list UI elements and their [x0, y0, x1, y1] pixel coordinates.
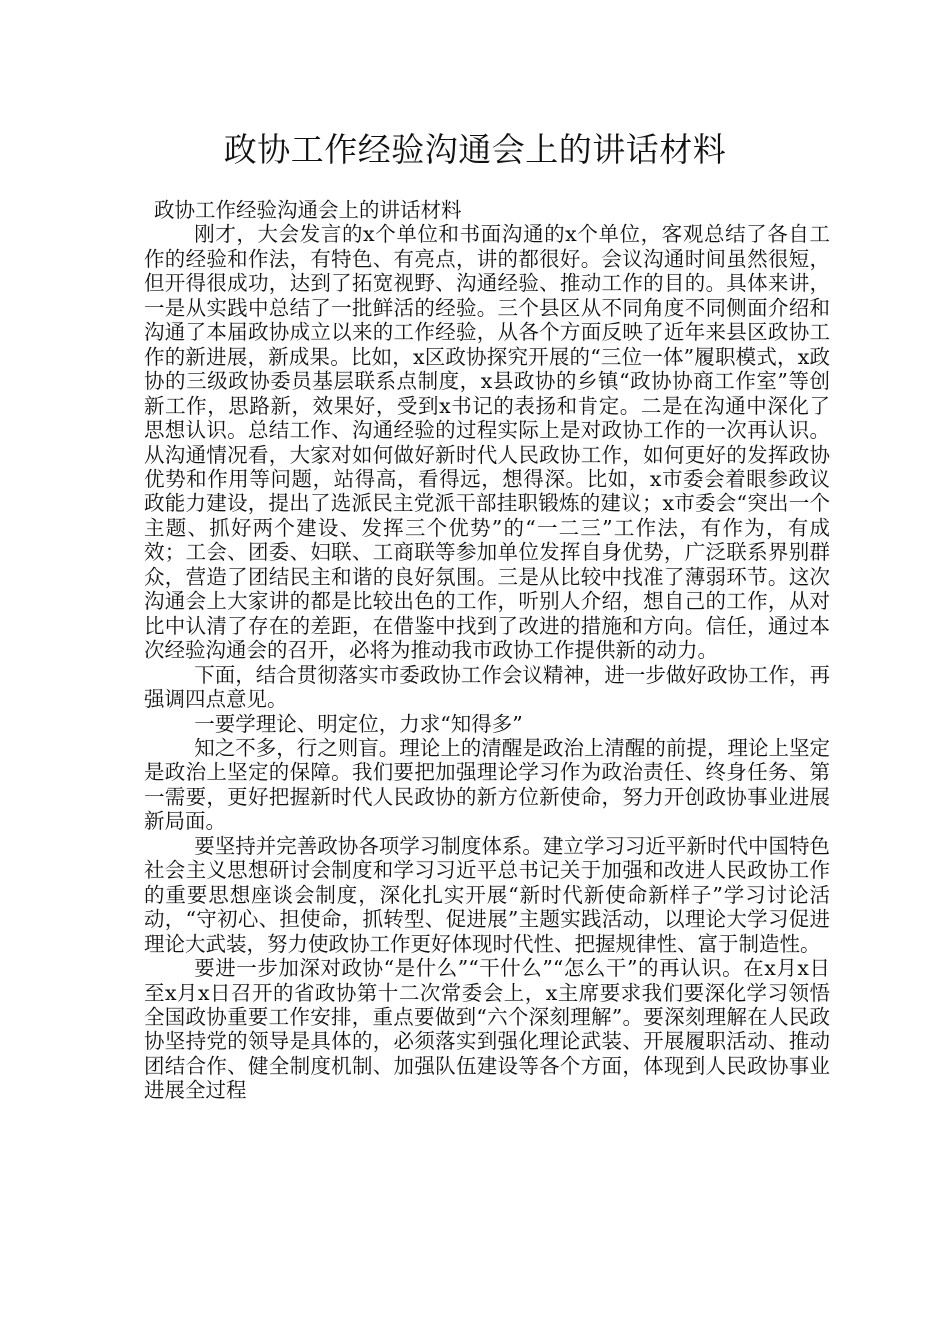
document-subtitle: 政协工作经验沟通会上的讲话材料 [154, 198, 462, 222]
paragraph-study-system: 要坚持并完善政协各项学习制度体系。建立学习习近平新时代中国特色社会主义思想研讨会制度和学习习近平总书记关于加强和改进人民政协工作的重要思想座谈会制度，深化扎实开展“新时代新使命新样子”学习讨论活动，“守初心、担使命，抓转型、促进展”主题实践活动，以理论大学习促进理论大武装，努力使政协工作更好体现时代性、把握规律性、富于制造性。 [144, 833, 830, 956]
paragraph-deeper-understanding: 要进一步加深对政协“是什么”“干什么”“怎么干”的再认识。在x月x日至x月x日召开的省政协第十二次常委会上，x主席要求我们要深化学习领悟全国政协重要工作安排，重点要做到“六个深刻理解”。要深刻理解在人民政协坚持党的领导是具体的，必须落实到强化理论武装、开展履职活动、推动团结合作、健全制度机制、加强队伍建设等各个方面，体现到人民政协事业进展全过程 [144, 956, 830, 1103]
paragraph-transition: 下面，结合贯彻落实市委政协工作会议精神，进一步做好政协工作，再强调四点意见。 [144, 662, 830, 712]
section-heading-learn-theory: 一要学理论、明定位，力求“知得多” [194, 711, 523, 736]
paragraph-opening-summary: 刚才，大会发言的x个单位和书面沟通的x个单位，客观总结了各自工作的经验和作法，有特色、有亮点，讲的都很好。会议沟通时间虽然很短，但开得很成功，达到了拓宽视野、沟通经验、推动工作的目的。具体来讲，一是从实践中总结了一批鲜活的经验。三个县区从不同角度不同侧面介绍和沟通了本届政协成立以来的工作经验，从各个方面反映了近年来县区政协工作的新进展，新成果。比如，x区政协探究开展的“三位一体”履职模式，x政协的三级政协委员基层联系点制度，x县政协的乡镇“政协协商工作室”等创新工作，思路新，效果好，受到x书记的表扬和肯定。二是在沟通中深化了思想认识。总结工作、沟通经验的过程实际上是对政协工作的一次再认识。从沟通情况看，大家对如何做好新时代人民政协工作，如何更好的发挥政协优势和作用等问题，站得高，看得远，想得深。比如，x市委会着眼参政议政能力建设，提出了选派民主党派干部挂职锻炼的建议；x市委会“突出一个主题、抓好两个建设、发挥三个优势”的“一二三”工作法，有作为，有成效；工会、团委、妇联、工商联等参加单位发挥自身优势，广泛联系界别群众，营造了团结民主和谐的良好氛围。三是从比较中找准了薄弱环节。这次沟通会上大家讲的都是比较出色的工作，听别人介绍，想自己的工作，从对比中认清了存在的差距，在借鉴中找到了改进的措施和方向。信任，通过本次经验沟通会的召开，必将为推动我市政协工作提供新的动力。 [144, 222, 830, 663]
paragraph-theory-importance: 知之不多，行之则盲。理论上的清醒是政治上清醒的前提，理论上坚定是政治上坚定的保障。我们要把加强理论学习作为政治责任、终身任务、第一需要，更好把握新时代人民政协的新方位新使命，努力开创政协事业进展新局面。 [144, 735, 830, 834]
document-title: 政协工作经验沟通会上的讲话材料 [223, 130, 727, 169]
document-body [144, 198, 830, 1103]
